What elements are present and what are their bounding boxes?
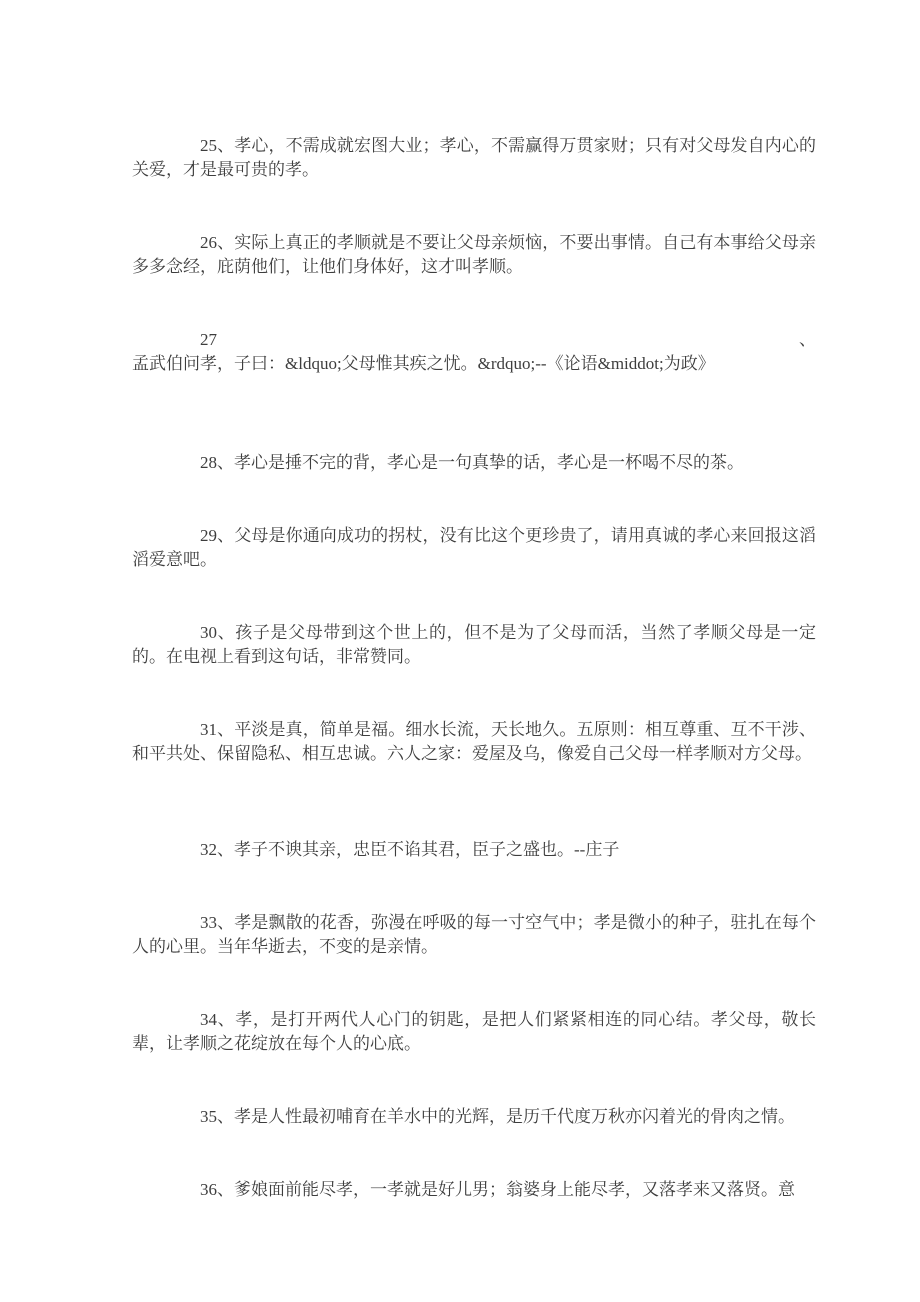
quote-number: 32 — [200, 840, 217, 859]
quote-number: 26 — [200, 233, 217, 252]
quote-delimiter: 、 — [217, 233, 235, 252]
quote-delimiter: 、 — [217, 1180, 234, 1199]
quote-item-35 — [132, 1105, 816, 1129]
quote-delimiter: 、 — [217, 136, 235, 155]
quote-item-31 — [132, 718, 816, 766]
quote-list — [132, 134, 816, 1251]
quote-text: 平淡是真，简单是福。细水长流，天长地久。五原则：相互尊重、互不干涉、和平共处、保留隐私、相互忠诚。六人之家：爱屋及乌，像爱自己父母一样孝顺对方父母。 — [132, 720, 817, 763]
quote-delimiter: 、 — [217, 1010, 236, 1029]
quote-delimiter: 、 — [217, 526, 235, 545]
quote-number: 36 — [200, 1180, 217, 1199]
quote-text: 孝是人性最初哺育在羊水中的光辉，是历千代度万秋亦闪着光的骨肉之情。 — [234, 1107, 795, 1126]
quote-delimiter: 、 — [217, 840, 234, 859]
quote-number: 35 — [200, 1107, 217, 1126]
quote-number: 25 — [200, 136, 217, 155]
quote-delimiter: 、 — [217, 453, 234, 472]
quote-text: 爹娘面前能尽孝，一孝就是好儿男；翁婆身上能尽孝，又落孝来又落贤。意 — [234, 1180, 795, 1199]
quote-item-33 — [132, 911, 816, 959]
quote-number: 28 — [200, 453, 217, 472]
quote-text: 孝心，不需成就宏图大业；孝心，不需赢得万贯家财；只有对父母发自内心的关爱，才是最可贵的孝。 — [132, 136, 817, 179]
quote-item-32 — [132, 838, 816, 862]
quote-number: 27 — [200, 330, 217, 349]
quote-item-36 — [132, 1178, 816, 1202]
quote-text: 孝子不谀其亲，忠臣不谄其君，臣子之盛也。--庄子 — [234, 840, 620, 859]
quote-item-25 — [132, 134, 816, 182]
quote-text: 孝是飘散的花香，弥漫在呼吸的每一寸空气中；孝是微小的种子，驻扎在每个人的心里。当年华逝去，不变的是亲情。 — [132, 913, 817, 956]
quote-delimiter: 、 — [217, 623, 236, 642]
quote-text: 孩子是父母带到这个世上的，但不是为了父母而活，当然了孝顺父母是一定的。在电视上看到这句话，非常赞同。 — [132, 623, 817, 666]
quote-text: 实际上真正的孝顺就是不要让父母亲烦恼，不要出事情。自己有本事给父母亲多多念经，庇荫他们，让他们身体好，这才叫孝顺。 — [132, 233, 817, 276]
quote-item-29 — [132, 524, 816, 572]
quote-text: 孟武伯问孝，子曰：&ldquo;父母惟其疾之忧。&rdquo;--《论语&middot;为政》 — [132, 354, 715, 373]
quote-item-30 — [132, 621, 816, 669]
quote-number: 30 — [200, 623, 217, 642]
quote-text: 父母是你通向成功的拐杖，没有比这个更珍贵了，请用真诚的孝心来回报这滔滔爱意吧。 — [132, 526, 817, 569]
quote-number: 34 — [200, 1010, 217, 1029]
quote-number: 33 — [200, 913, 217, 932]
quote-delimiter: 、 — [217, 330, 816, 349]
quote-text: 孝心是捶不完的背，孝心是一句真挚的话，孝心是一杯喝不尽的茶。 — [234, 453, 744, 472]
quote-delimiter: 、 — [217, 720, 235, 739]
quote-number: 31 — [200, 720, 217, 739]
quote-delimiter: 、 — [217, 913, 235, 932]
quote-delimiter: 、 — [217, 1107, 234, 1126]
quote-text: 孝，是打开两代人心门的钥匙，是把人们紧紧相连的同心结。孝父母，敬长辈，让孝顺之花绽放在每个人的心底。 — [132, 1010, 817, 1053]
quote-item-27 — [132, 328, 816, 376]
quote-item-26 — [132, 231, 816, 279]
quote-item-28 — [132, 451, 816, 475]
quote-item-34 — [132, 1008, 816, 1056]
quote-number: 29 — [200, 526, 217, 545]
